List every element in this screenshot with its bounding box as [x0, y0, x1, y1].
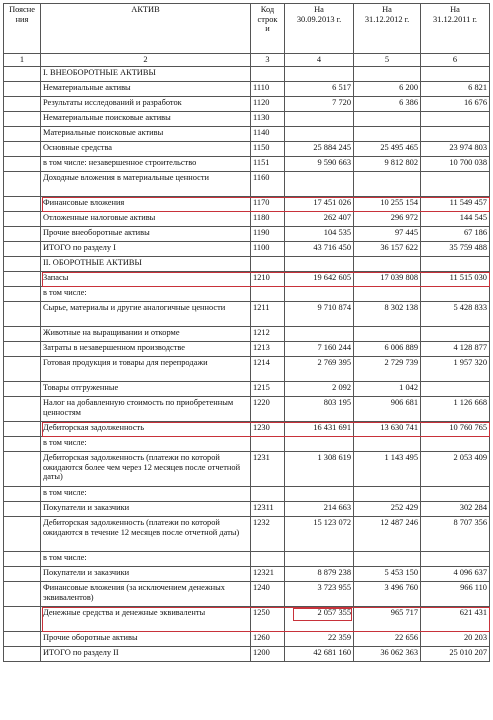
value-2011 [421, 487, 490, 502]
table-row [4, 287, 490, 302]
value-2011 [421, 172, 490, 197]
row-name: Отложенные налоговые активы [41, 212, 251, 227]
table-row [4, 582, 490, 607]
value-2012: 13 630 741 [354, 422, 421, 437]
row-name: Покупатели и заказчики [41, 567, 251, 582]
table-row [4, 327, 490, 342]
row-code: 1190 [251, 227, 285, 242]
row-code: 1220 [251, 397, 285, 422]
row-code: 1211 [251, 302, 285, 327]
value-2011: 16 676 [421, 97, 490, 112]
value-2011 [421, 112, 490, 127]
table-row [4, 502, 490, 517]
explanation-cell [4, 567, 41, 582]
value-2013 [285, 67, 354, 82]
row-name: Дебиторская задолженность (платежи по которой ожидаются в течение 12 месяцев после отчетной даты) [41, 517, 251, 552]
row-code: 1151 [251, 157, 285, 172]
explanation-cell [4, 257, 41, 272]
row-name: в том числе: [41, 552, 251, 567]
column-number: 4 [285, 54, 354, 67]
table-row [4, 212, 490, 227]
value-2012: 252 429 [354, 502, 421, 517]
table-row [4, 647, 490, 662]
value-2013: 9 710 874 [285, 302, 354, 327]
value-2012: 6 386 [354, 97, 421, 112]
row-code: 1240 [251, 582, 285, 607]
value-2013: 2 769 395 [285, 357, 354, 382]
value-2011: 2 053 409 [421, 452, 490, 487]
explanation-cell [4, 487, 41, 502]
value-2013: 7 720 [285, 97, 354, 112]
header-col-2013: На 30.09.2013 г. [285, 4, 354, 54]
explanation-cell [4, 607, 41, 632]
row-name: Материальные поисковые активы [41, 127, 251, 142]
explanation-cell [4, 272, 41, 287]
value-2011 [421, 287, 490, 302]
row-name: II. ОБОРОТНЫЕ АКТИВЫ [41, 257, 251, 272]
table-row [4, 422, 490, 437]
row-name: Готовая продукция и товары для перепродажи [41, 357, 251, 382]
row-code: 1213 [251, 342, 285, 357]
row-code: 1140 [251, 127, 285, 142]
value-2013: 17 451 026 [285, 197, 354, 212]
value-2012: 6 200 [354, 82, 421, 97]
value-2012 [354, 127, 421, 142]
row-code: 1100 [251, 242, 285, 257]
value-2013: 22 359 [285, 632, 354, 647]
value-2011: 6 821 [421, 82, 490, 97]
value-2011: 35 759 488 [421, 242, 490, 257]
value-2011: 4 096 637 [421, 567, 490, 582]
value-2013: 15 123 072 [285, 517, 354, 552]
explanation-cell [4, 212, 41, 227]
table-row [4, 197, 490, 212]
row-name: Доходные вложения в материальные ценности [41, 172, 251, 197]
explanation-cell [4, 342, 41, 357]
table-row [4, 487, 490, 502]
column-number: 6 [421, 54, 490, 67]
table-row [4, 127, 490, 142]
explanation-cell [4, 67, 41, 82]
explanation-cell [4, 357, 41, 382]
explanation-cell [4, 242, 41, 257]
value-2011: 67 186 [421, 227, 490, 242]
header-asset: АКТИВ [41, 4, 251, 54]
header-col-2012: На 31.12.2012 г. [354, 4, 421, 54]
explanation-cell [4, 142, 41, 157]
row-code: 12321 [251, 567, 285, 582]
value-2012: 2 729 739 [354, 357, 421, 382]
value-2011 [421, 257, 490, 272]
value-2012: 5 453 150 [354, 567, 421, 582]
row-name: Прочие оборотные активы [41, 632, 251, 647]
value-2011: 144 545 [421, 212, 490, 227]
value-2011: 621 431 [421, 607, 490, 632]
table-row [4, 357, 490, 382]
row-name: в том числе: [41, 437, 251, 452]
value-2013: 3 723 955 [285, 582, 354, 607]
value-2012: 36 062 363 [354, 647, 421, 662]
table-row [4, 342, 490, 357]
value-2012 [354, 552, 421, 567]
table-row [4, 302, 490, 327]
explanation-cell [4, 422, 41, 437]
row-code: 1212 [251, 327, 285, 342]
table-row [4, 272, 490, 287]
value-2012: 17 039 808 [354, 272, 421, 287]
value-2013 [285, 112, 354, 127]
value-2013: 1 308 619 [285, 452, 354, 487]
value-2012 [354, 67, 421, 82]
row-code: 1200 [251, 647, 285, 662]
value-2012: 36 157 622 [354, 242, 421, 257]
value-2012: 1 042 [354, 382, 421, 397]
value-2011: 1 126 668 [421, 397, 490, 422]
value-2012: 965 717 [354, 607, 421, 632]
value-2011 [421, 127, 490, 142]
value-2013: 803 195 [285, 397, 354, 422]
row-code: 1210 [251, 272, 285, 287]
table-row [4, 567, 490, 582]
value-2012 [354, 112, 421, 127]
row-code [251, 287, 285, 302]
value-2012 [354, 437, 421, 452]
row-name: Основные средства [41, 142, 251, 157]
explanation-cell [4, 437, 41, 452]
explanation-cell [4, 382, 41, 397]
value-2011 [421, 382, 490, 397]
explanation-cell [4, 582, 41, 607]
value-2011: 10 760 765 [421, 422, 490, 437]
header-line-code: Код строк и [251, 4, 285, 54]
value-2012: 3 496 760 [354, 582, 421, 607]
value-2013: 25 884 245 [285, 142, 354, 157]
value-2012: 8 302 138 [354, 302, 421, 327]
row-name: Животные на выращивании и откорме [41, 327, 251, 342]
row-code: 1170 [251, 197, 285, 212]
value-2012: 12 487 246 [354, 517, 421, 552]
explanation-cell [4, 397, 41, 422]
value-2011: 11 515 030 [421, 272, 490, 287]
row-code: 1214 [251, 357, 285, 382]
explanation-cell [4, 502, 41, 517]
header-row [4, 4, 490, 54]
explanation-cell [4, 172, 41, 197]
row-name: Нематериальные активы [41, 82, 251, 97]
explanation-cell [4, 112, 41, 127]
value-2012: 10 255 154 [354, 197, 421, 212]
table-row [4, 82, 490, 97]
row-name: Дебиторская задолженность [41, 422, 251, 437]
explanation-cell [4, 127, 41, 142]
row-code [251, 257, 285, 272]
row-code: 1250 [251, 607, 285, 632]
table-row [4, 242, 490, 257]
row-name: Финансовые вложения [41, 197, 251, 212]
explanation-cell [4, 302, 41, 327]
value-2012: 1 143 495 [354, 452, 421, 487]
value-2012: 9 812 802 [354, 157, 421, 172]
table-row [4, 97, 490, 112]
value-2011: 23 974 803 [421, 142, 490, 157]
explanation-cell [4, 552, 41, 567]
table-row [4, 552, 490, 567]
row-name: Затраты в незавершенном производстве [41, 342, 251, 357]
value-2011: 20 203 [421, 632, 490, 647]
table-row [4, 142, 490, 157]
row-name: Товары отгруженные [41, 382, 251, 397]
value-2012: 6 006 889 [354, 342, 421, 357]
value-2011 [421, 327, 490, 342]
row-name: Дебиторская задолженность (платежи по которой ожидаются более чем через 12 месяцев после отчетной даты) [41, 452, 251, 487]
value-2012 [354, 327, 421, 342]
value-2013: 9 590 663 [285, 157, 354, 172]
header-col-2011: На 31.12.2011 г. [421, 4, 490, 54]
value-2013 [285, 552, 354, 567]
row-name: Прочие внеоборотные активы [41, 227, 251, 242]
row-name: Финансовые вложения (за исключением денежных эквивалентов) [41, 582, 251, 607]
explanation-cell [4, 287, 41, 302]
value-2011: 1 957 320 [421, 357, 490, 382]
column-number: 2 [41, 54, 251, 67]
row-name: Результаты исследований и разработок [41, 97, 251, 112]
row-name: Сырье, материалы и другие аналогичные ценности [41, 302, 251, 327]
table-row [4, 452, 490, 487]
row-code [251, 437, 285, 452]
value-2013: 42 681 160 [285, 647, 354, 662]
table-row [4, 112, 490, 127]
value-2013: 214 663 [285, 502, 354, 517]
value-2011: 966 110 [421, 582, 490, 607]
row-code: 1110 [251, 82, 285, 97]
table-row [4, 607, 490, 632]
value-2012: 22 656 [354, 632, 421, 647]
row-code: 1230 [251, 422, 285, 437]
row-code: 1180 [251, 212, 285, 227]
value-2013: 8 879 238 [285, 567, 354, 582]
row-name: Денежные средства и денежные эквиваленты [41, 607, 251, 632]
value-2011 [421, 437, 490, 452]
row-name: Покупатели и заказчики [41, 502, 251, 517]
column-number: 3 [251, 54, 285, 67]
column-number: 5 [354, 54, 421, 67]
column-number: 1 [4, 54, 41, 67]
value-2013: 2 057 355 [285, 607, 354, 632]
row-code: 1215 [251, 382, 285, 397]
explanation-cell [4, 517, 41, 552]
value-2013 [285, 287, 354, 302]
explanation-cell [4, 452, 41, 487]
row-name: ИТОГО по разделу II [41, 647, 251, 662]
value-2011: 10 700 038 [421, 157, 490, 172]
table-row [4, 382, 490, 397]
table-row [4, 227, 490, 242]
row-code: 1260 [251, 632, 285, 647]
row-name: Нематериальные поисковые активы [41, 112, 251, 127]
row-name: в том числе: незавершенное строительство [41, 157, 251, 172]
value-2013 [285, 327, 354, 342]
value-2012 [354, 172, 421, 197]
value-2013: 7 160 244 [285, 342, 354, 357]
table-row [4, 397, 490, 422]
value-2013: 16 431 691 [285, 422, 354, 437]
table-row [4, 257, 490, 272]
value-2013 [285, 437, 354, 452]
value-2013: 262 407 [285, 212, 354, 227]
value-2012: 906 681 [354, 397, 421, 422]
column-number-row [4, 54, 490, 67]
row-name: I. ВНЕОБОРОТНЫЕ АКТИВЫ [41, 67, 251, 82]
value-2011: 302 284 [421, 502, 490, 517]
row-code: 12311 [251, 502, 285, 517]
row-code [251, 67, 285, 82]
explanation-cell [4, 82, 41, 97]
value-2013 [285, 257, 354, 272]
value-2012 [354, 257, 421, 272]
value-2011: 8 707 356 [421, 517, 490, 552]
row-code [251, 552, 285, 567]
row-code: 1150 [251, 142, 285, 157]
row-code: 1160 [251, 172, 285, 197]
table-row [4, 172, 490, 197]
table-row [4, 67, 490, 82]
explanation-cell [4, 227, 41, 242]
explanation-cell [4, 97, 41, 112]
row-name: ИТОГО по разделу I [41, 242, 251, 257]
table-row [4, 157, 490, 172]
row-name: в том числе: [41, 287, 251, 302]
explanation-cell [4, 197, 41, 212]
value-2013 [285, 127, 354, 142]
value-2012: 25 495 465 [354, 142, 421, 157]
row-name: Налог на добавленную стоимость по приобретенным ценностям [41, 397, 251, 422]
value-2011: 4 128 877 [421, 342, 490, 357]
table-row [4, 632, 490, 647]
explanation-cell [4, 157, 41, 172]
value-2012 [354, 287, 421, 302]
value-2013: 43 716 450 [285, 242, 354, 257]
row-code: 1120 [251, 97, 285, 112]
header-explanations: Поясне ния [4, 4, 41, 54]
value-2012: 296 972 [354, 212, 421, 227]
balance-sheet-table [3, 3, 490, 662]
row-code: 1231 [251, 452, 285, 487]
value-2013: 2 092 [285, 382, 354, 397]
value-2011: 25 010 207 [421, 647, 490, 662]
value-2012: 97 445 [354, 227, 421, 242]
value-2013: 104 535 [285, 227, 354, 242]
value-2013: 19 642 605 [285, 272, 354, 287]
explanation-cell [4, 327, 41, 342]
row-name: в том числе: [41, 487, 251, 502]
value-2013 [285, 487, 354, 502]
explanation-cell [4, 647, 41, 662]
value-2011: 5 428 833 [421, 302, 490, 327]
value-2013 [285, 172, 354, 197]
explanation-cell [4, 632, 41, 647]
row-code [251, 487, 285, 502]
table-row [4, 437, 490, 452]
row-code: 1130 [251, 112, 285, 127]
row-code: 1232 [251, 517, 285, 552]
table-row [4, 517, 490, 552]
value-2011: 11 549 457 [421, 197, 490, 212]
value-2011 [421, 67, 490, 82]
value-2012 [354, 487, 421, 502]
value-2011 [421, 552, 490, 567]
value-2013: 6 517 [285, 82, 354, 97]
row-name: Запасы [41, 272, 251, 287]
